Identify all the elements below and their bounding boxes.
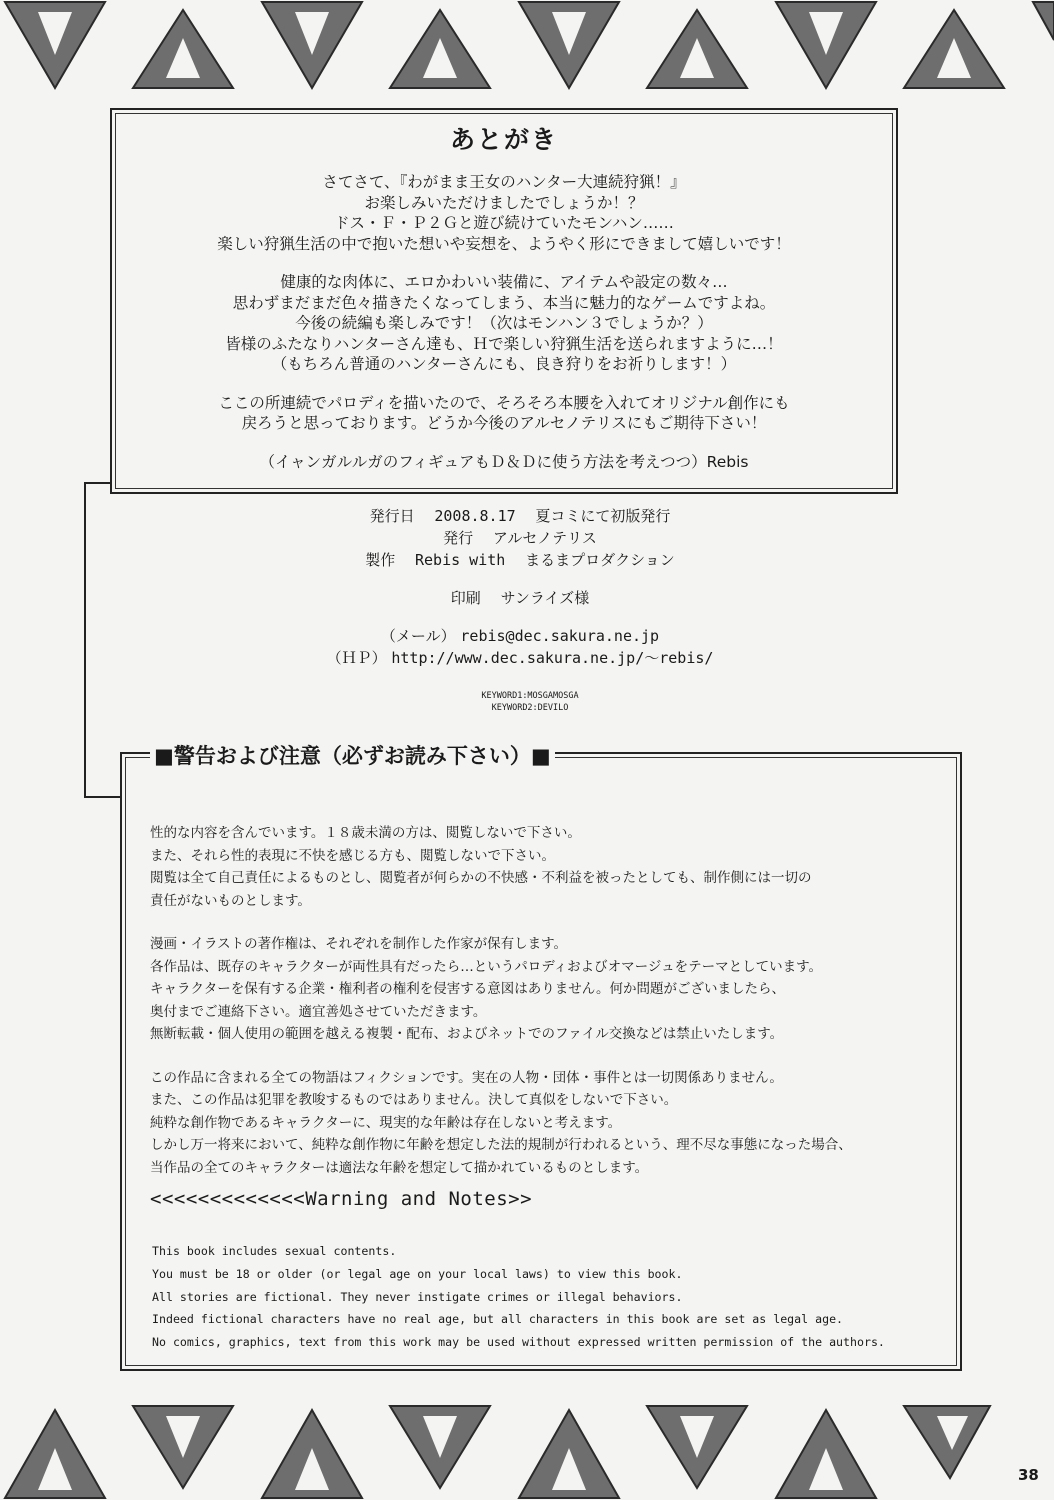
production-line [240,549,800,571]
page-number: 38 [1018,1466,1039,1484]
date-label: 発行日 [369,507,415,525]
publisher-value: アルセノテリス [492,529,597,547]
warning-line: しかし万一将来において、純粋な創作物に年齢を想定した法的規制が行われるという、理不尽な事態になった場合、 [150,1137,852,1153]
warning-line: 奥付までご連絡下さい。適宜善処させていただきます。 [150,1003,487,1020]
warning-line: キャラクターを保有する企業・権利者の権利を侵害する意図はありません。何か問題がございましたら、 [150,981,786,997]
afterword-line: 健康的な肉体に、エロかわいい装備に、アイテムや設定の数々… [280,273,728,291]
colophon [240,505,800,669]
keywords [340,690,720,714]
afterword-line: 思わずまだまだ色々描きたくなってしまう、本当に魅力的なゲームですよね。 [232,293,776,312]
afterword-line: （もちろん普通のハンターさんにも、良き狩りをお祈りします！） [271,355,737,373]
afterword-line: ドス・Ｆ・Ｐ２Ｇと遊び続けていたモンハン…… [334,214,674,232]
afterword-text [110,172,898,472]
english-warning-line: This book includes sexual contents. [152,1244,397,1258]
afterword-line: 今後の続編も楽しみです！（次はモンハン３でしょうか？） [295,314,713,332]
warning-line: 純粋な創作物であるキャラクターに、現実的な年齢は存在しないと考えます。 [150,1114,622,1131]
connector-line [84,482,112,484]
warning-line: 性的な内容を含んでいます。１８歳未満の方は、閲覧しないで下さい。 [150,825,581,841]
printer-label: 印刷 [450,589,481,607]
production-value-jp: まるまプロダクション [525,551,675,569]
date-value: 2008.8.17 [434,507,516,525]
warning-line: また、この作品は犯罪を教唆するものではありません。決して真似をしないで下さい。 [150,1092,678,1108]
bottom-triangle-border [0,1398,1054,1500]
english-warning-heading: <<<<<<<<<<<<<Warning and Notes>> [150,1188,533,1210]
printer-value: サンライズ様 [500,589,590,607]
publisher-line [240,527,800,549]
afterword-line: お楽しみいただけましたでしょうか！？ [364,193,644,212]
afterword-title: あとがき [449,125,558,154]
warning-line: この作品に含まれる全ての物語はフィクションです。実在の人物・団体・事件とは一切関係ありません。 [150,1069,783,1086]
publisher-label: 発行 [443,529,474,547]
keyword-1: KEYWORD1:MOSGAMOSGA [481,691,579,701]
afterword-line: 楽しい狩猟生活の中で抱いた想いや妄想を、ようやく形にできまして嬉しいです！ [217,234,791,253]
homepage-url[interactable]: http://www.dec.sakura.ne.jp/～rebis/ [391,649,714,667]
english-warning-line: You must be 18 or older (or legal age on your local laws) to view this book. [152,1266,683,1281]
keyword-2: KEYWORD2:DEVILO [491,703,569,713]
connector-line [84,796,122,798]
afterword-line: ここの所連続でパロディを描いたので、そろそろ本腰を入れてオリジナル創作にも [218,393,790,412]
warning-line: 各作品は、既存のキャラクターが両性具有だったら…というパロディおよびオマージュをテーマとしています。 [150,958,823,975]
afterword-line: 戻ろうと思っております。どうか今後のアルセノテリスにもご期待下さい！ [241,414,767,432]
production-value-en: Rebis with [415,551,506,569]
mail-label: （メール） [380,627,456,645]
warning-line: 責任がないものとします。 [150,892,311,909]
printer-line [240,587,800,609]
mail-address[interactable]: rebis@dec.sakura.ne.jp [460,627,660,645]
warning-line: 漫画・イラストの著作権は、それぞれを制作した作家が保有します。 [150,936,568,952]
production-label: 製作 [365,551,396,569]
english-warning-line: Indeed fictional characters have no real age, but all characters in this book are set as legal age. [152,1312,844,1327]
afterword-signature: （イャンガルルガのフィギュアもＤ＆Ｄに使う方法を考えつつ）Rebis [259,452,749,471]
homepage-line [240,647,800,669]
warning-line: 閲覧は全て自己責任によるものとし、閲覧者が何らかの不快感・不利益を被ったとしても、制作側には一切の [150,870,812,886]
hp-label: （ＨＰ） [326,649,387,667]
english-warning-line: No comics, graphics, text from this work may be used without expressed written permission of the authors. [152,1335,885,1350]
warning-line: 当作品の全てのキャラクターは適法な年齢を想定して描かれているものとします。 [150,1159,649,1176]
issue-date-line [240,505,800,527]
english-warning-text [152,1240,952,1354]
mail-line [240,625,800,647]
afterword-line: さてさて、『わがまま王女のハンター大連続狩猟！』 [322,173,686,191]
warning-text [150,822,940,1179]
warning-title: ■警告および注意（必ずお読み下さい）■ [150,740,555,770]
date-note: 夏コミにて初版発行 [535,507,671,525]
english-warning-line: All stories are fictional. They never instigate crimes or illegal behaviors. [152,1289,683,1304]
warning-line: 無断転載・個人使用の範囲を越える複製・配布、およびネットでのファイル交換などは禁止いたします。 [150,1026,784,1042]
connector-line [84,482,86,796]
afterword-line: 皆様のふたなりハンターさん達も、Ｈで楽しい狩猟生活を送られますように…！ [225,334,783,353]
top-triangle-border [0,0,1054,96]
warning-line: また、それら性的表現に不快を感じる方も、閲覧しないで下さい。 [150,847,555,864]
